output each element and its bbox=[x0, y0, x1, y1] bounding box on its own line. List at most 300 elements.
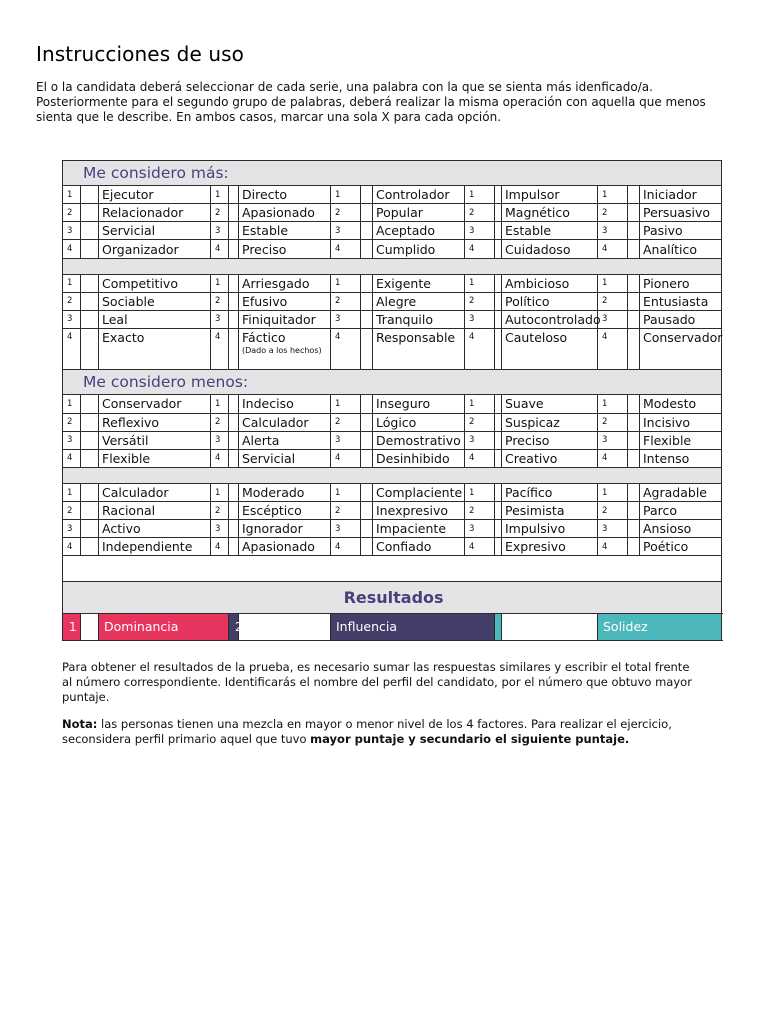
word-text: Servicial bbox=[242, 450, 296, 466]
word-text: Leal bbox=[102, 311, 128, 327]
option-word bbox=[502, 483, 598, 501]
answer-box[interactable] bbox=[495, 222, 502, 240]
answer-box[interactable] bbox=[229, 413, 239, 431]
answer-box[interactable] bbox=[81, 413, 99, 431]
option-number: 2 bbox=[465, 204, 495, 222]
word-text: Magnético bbox=[505, 205, 570, 221]
answer-box[interactable] bbox=[628, 274, 640, 292]
option-number: 1 bbox=[598, 483, 628, 501]
word-text: Inseguro bbox=[376, 396, 431, 412]
word-text: Aceptado bbox=[376, 223, 435, 239]
option-word bbox=[239, 395, 331, 413]
option-word bbox=[239, 186, 331, 204]
option-word bbox=[373, 329, 465, 370]
option-word bbox=[373, 483, 465, 501]
word-note: (Dado a los hechos) bbox=[242, 346, 322, 356]
option-word bbox=[239, 240, 331, 258]
result-label-solidez: Solidez bbox=[598, 613, 722, 640]
word-text: Versátil bbox=[102, 432, 149, 448]
answer-box[interactable] bbox=[628, 240, 640, 258]
option-number: 2 bbox=[465, 413, 495, 431]
option-word bbox=[239, 538, 331, 556]
note-label: Nota: bbox=[62, 717, 98, 731]
option-word bbox=[99, 274, 211, 292]
answer-box[interactable] bbox=[628, 222, 640, 240]
word-text: Cauteloso bbox=[505, 330, 568, 346]
option-number: 1 bbox=[598, 274, 628, 292]
option-word bbox=[502, 538, 598, 556]
word-text: Impaciente bbox=[376, 521, 447, 537]
word-text: Intenso bbox=[643, 450, 690, 466]
option-word bbox=[502, 240, 598, 258]
option-word bbox=[99, 431, 211, 449]
word-text: Ambicioso bbox=[505, 275, 570, 291]
word-text: Preciso bbox=[505, 432, 550, 448]
option-number: 3 bbox=[63, 520, 81, 538]
answer-box[interactable] bbox=[229, 204, 239, 222]
section-header bbox=[63, 161, 722, 186]
option-number: 4 bbox=[211, 449, 229, 467]
option-number: 3 bbox=[331, 310, 361, 328]
option-word bbox=[502, 395, 598, 413]
results-row bbox=[63, 613, 722, 640]
option-number: 4 bbox=[331, 538, 361, 556]
answer-box[interactable] bbox=[628, 395, 640, 413]
answer-box[interactable] bbox=[361, 240, 373, 258]
option-number: 4 bbox=[465, 240, 495, 258]
answer-box[interactable] bbox=[495, 413, 502, 431]
answer-box[interactable] bbox=[229, 502, 239, 520]
word-text: Alerta bbox=[242, 432, 280, 448]
option-number: 4 bbox=[211, 329, 229, 370]
option-number: 4 bbox=[598, 329, 628, 370]
word-text: Suave bbox=[505, 396, 544, 412]
result-number-influencia: 2 bbox=[229, 613, 239, 640]
answer-box[interactable] bbox=[229, 483, 239, 501]
answer-box[interactable] bbox=[495, 292, 502, 310]
word-text: Fáctico bbox=[242, 330, 286, 346]
answer-box[interactable] bbox=[628, 292, 640, 310]
option-number: 1 bbox=[63, 186, 81, 204]
option-number: 4 bbox=[598, 449, 628, 467]
answer-box[interactable] bbox=[495, 431, 502, 449]
word-text: Creativo bbox=[505, 450, 558, 466]
word-row bbox=[63, 222, 722, 240]
answer-box[interactable] bbox=[628, 520, 640, 538]
word-text: Ignorador bbox=[242, 521, 303, 537]
option-number: 3 bbox=[465, 222, 495, 240]
option-word bbox=[99, 204, 211, 222]
answer-box[interactable] bbox=[81, 240, 99, 258]
word-text: Efusivo bbox=[242, 293, 288, 309]
option-word bbox=[640, 413, 722, 431]
option-number: 3 bbox=[465, 520, 495, 538]
option-number: 3 bbox=[211, 431, 229, 449]
option-number: 3 bbox=[63, 222, 81, 240]
answer-box[interactable] bbox=[495, 502, 502, 520]
option-number: 4 bbox=[331, 449, 361, 467]
answer-box[interactable] bbox=[229, 274, 239, 292]
answer-box[interactable] bbox=[361, 310, 373, 328]
word-text: Complaciente bbox=[376, 485, 463, 500]
option-number: 1 bbox=[465, 186, 495, 204]
word-text: Estable bbox=[242, 223, 289, 239]
results-explanation: Para obtener el resultados de la prueba, es necesario sumar las respuestas similares y escribir el total frente al número correspondiente. Identificarás el nombre del perfil del candidato, por el número que obtuvo mayor puntaje. bbox=[62, 660, 692, 704]
results-title: Resultados bbox=[63, 581, 722, 613]
word-text: Escéptico bbox=[242, 503, 302, 519]
option-word bbox=[373, 310, 465, 328]
block-separator bbox=[63, 467, 722, 483]
option-word bbox=[99, 520, 211, 538]
answer-box[interactable] bbox=[495, 538, 502, 556]
option-number: 2 bbox=[63, 292, 81, 310]
option-word bbox=[373, 413, 465, 431]
answer-box[interactable] bbox=[628, 431, 640, 449]
option-word bbox=[640, 292, 722, 310]
option-number: 1 bbox=[331, 186, 361, 204]
option-word bbox=[640, 449, 722, 467]
word-row bbox=[63, 204, 722, 222]
word-text: Persuasivo bbox=[643, 205, 711, 221]
option-number: 3 bbox=[598, 310, 628, 328]
option-number: 1 bbox=[331, 483, 361, 501]
note-text: las personas tienen una mezcla en mayor o menor nivel de los 4 factores. Para realizar el ejercicio, seconsidera perfil primario aquel que tuvo bbox=[62, 717, 672, 746]
option-word bbox=[99, 292, 211, 310]
option-word bbox=[99, 222, 211, 240]
option-word bbox=[502, 413, 598, 431]
word-row bbox=[63, 431, 722, 449]
section-heading: Me considero más: bbox=[63, 161, 722, 186]
instructions-text: El o la candidata deberá seleccionar de cada serie, una palabra con la que se sienta más idenficado/a. Posteriormente para el segundo grupo de palabras, deberá realizar la misma operación con aquella que menos sienta que le describe. En ambos casos, marcar una sola X para cada opción. bbox=[36, 80, 706, 124]
option-number: 4 bbox=[598, 538, 628, 556]
answer-box[interactable] bbox=[81, 274, 99, 292]
option-number: 1 bbox=[465, 395, 495, 413]
option-word bbox=[373, 449, 465, 467]
answer-box[interactable] bbox=[495, 204, 502, 222]
word-text: Preciso bbox=[242, 241, 287, 257]
answer-box[interactable] bbox=[361, 449, 373, 467]
answer-box[interactable] bbox=[81, 502, 99, 520]
option-number: 4 bbox=[331, 240, 361, 258]
answer-box[interactable] bbox=[628, 413, 640, 431]
option-word bbox=[640, 520, 722, 538]
word-text: Agradable bbox=[643, 485, 707, 500]
option-number: 1 bbox=[598, 186, 628, 204]
option-word bbox=[640, 274, 722, 292]
option-number: 4 bbox=[211, 240, 229, 258]
section-header bbox=[63, 370, 722, 395]
word-text: Racional bbox=[102, 503, 156, 519]
word-text: Político bbox=[505, 293, 550, 309]
option-number: 2 bbox=[211, 502, 229, 520]
option-number: 4 bbox=[465, 449, 495, 467]
answer-box[interactable] bbox=[229, 186, 239, 204]
option-number: 2 bbox=[598, 413, 628, 431]
answer-box[interactable] bbox=[361, 292, 373, 310]
option-number: 1 bbox=[331, 395, 361, 413]
answer-box[interactable] bbox=[361, 395, 373, 413]
word-text: Iniciador bbox=[643, 187, 697, 203]
option-number: 3 bbox=[211, 222, 229, 240]
option-number: 1 bbox=[465, 274, 495, 292]
option-number: 4 bbox=[465, 538, 495, 556]
option-number: 2 bbox=[331, 292, 361, 310]
result-total-dominancia[interactable] bbox=[81, 613, 99, 640]
answer-box[interactable] bbox=[495, 310, 502, 328]
word-text: Suspicaz bbox=[505, 414, 560, 430]
option-number: 2 bbox=[598, 502, 628, 520]
option-word bbox=[373, 222, 465, 240]
word-text: Responsable bbox=[376, 330, 456, 346]
option-word bbox=[640, 395, 722, 413]
word-row bbox=[63, 449, 722, 467]
answer-box[interactable] bbox=[81, 431, 99, 449]
answer-box[interactable] bbox=[628, 538, 640, 556]
word-text: Sociable bbox=[102, 293, 155, 309]
option-number: 3 bbox=[63, 310, 81, 328]
word-text: Apasionado bbox=[242, 539, 315, 555]
option-number: 4 bbox=[465, 329, 495, 370]
option-word bbox=[373, 186, 465, 204]
answer-box[interactable] bbox=[229, 538, 239, 556]
answer-box[interactable] bbox=[361, 431, 373, 449]
option-number: 3 bbox=[598, 222, 628, 240]
answer-box[interactable] bbox=[495, 240, 502, 258]
answer-box[interactable] bbox=[495, 186, 502, 204]
option-word bbox=[502, 274, 598, 292]
option-word bbox=[239, 274, 331, 292]
word-text: Cumplido bbox=[376, 241, 436, 257]
word-row bbox=[63, 186, 722, 204]
answer-box[interactable] bbox=[229, 395, 239, 413]
option-number: 2 bbox=[211, 292, 229, 310]
option-number: 3 bbox=[598, 520, 628, 538]
option-word bbox=[502, 520, 598, 538]
option-word bbox=[502, 502, 598, 520]
word-text: Tranquilo bbox=[376, 311, 433, 327]
answer-box[interactable] bbox=[361, 502, 373, 520]
answer-box[interactable] bbox=[628, 186, 640, 204]
word-row bbox=[63, 292, 722, 310]
option-number: 3 bbox=[465, 310, 495, 328]
answer-box[interactable] bbox=[81, 520, 99, 538]
option-word bbox=[373, 274, 465, 292]
word-text: Ejecutor bbox=[102, 187, 154, 203]
word-text: Apasionado bbox=[242, 205, 315, 221]
option-word bbox=[99, 538, 211, 556]
section-heading: Me considero menos: bbox=[63, 370, 722, 395]
option-word bbox=[99, 395, 211, 413]
word-text: Desinhibido bbox=[376, 450, 450, 466]
option-number: 1 bbox=[598, 395, 628, 413]
option-word bbox=[239, 310, 331, 328]
option-word bbox=[502, 186, 598, 204]
option-number: 3 bbox=[211, 310, 229, 328]
option-word bbox=[373, 502, 465, 520]
answer-box[interactable] bbox=[229, 329, 239, 370]
option-number: 2 bbox=[598, 204, 628, 222]
option-number: 2 bbox=[331, 502, 361, 520]
answer-box[interactable] bbox=[628, 204, 640, 222]
word-text: Organizador bbox=[102, 241, 179, 257]
word-row bbox=[63, 520, 722, 538]
option-number: 2 bbox=[598, 292, 628, 310]
option-number: 2 bbox=[465, 502, 495, 520]
option-word bbox=[502, 292, 598, 310]
option-word bbox=[373, 431, 465, 449]
answer-box[interactable] bbox=[229, 431, 239, 449]
option-word bbox=[239, 449, 331, 467]
option-number: 2 bbox=[63, 502, 81, 520]
option-word bbox=[99, 413, 211, 431]
answer-box[interactable] bbox=[229, 520, 239, 538]
result-number-dominancia: 1 bbox=[63, 613, 81, 640]
option-word bbox=[502, 449, 598, 467]
answer-box[interactable] bbox=[81, 292, 99, 310]
answer-box[interactable] bbox=[229, 222, 239, 240]
word-text: Finiquitador bbox=[242, 311, 316, 327]
answer-box[interactable] bbox=[81, 395, 99, 413]
word-row bbox=[63, 395, 722, 413]
option-number: 1 bbox=[63, 395, 81, 413]
word-text: Cuidadoso bbox=[505, 241, 571, 257]
option-number: 3 bbox=[331, 222, 361, 240]
answer-box[interactable] bbox=[495, 483, 502, 501]
option-number: 1 bbox=[211, 186, 229, 204]
result-label-dominancia: Dominancia bbox=[99, 613, 229, 640]
option-number: 1 bbox=[211, 274, 229, 292]
word-text: Competitivo bbox=[102, 275, 178, 291]
option-word bbox=[640, 240, 722, 258]
option-word bbox=[239, 483, 331, 501]
word-text: Exigente bbox=[376, 275, 431, 291]
option-word bbox=[640, 329, 722, 370]
word-text: Pausado bbox=[643, 311, 696, 327]
word-text: Parco bbox=[643, 503, 678, 519]
word-text: Alegre bbox=[376, 293, 417, 309]
answer-box[interactable] bbox=[628, 310, 640, 328]
result-total-solidez[interactable] bbox=[502, 613, 598, 640]
answer-box[interactable] bbox=[361, 538, 373, 556]
word-row bbox=[63, 483, 722, 501]
answer-box[interactable] bbox=[229, 310, 239, 328]
option-word bbox=[99, 483, 211, 501]
footer-notes bbox=[62, 660, 702, 759]
word-text: Calculador bbox=[242, 414, 309, 430]
word-text: Relacionador bbox=[102, 205, 184, 221]
word-text: Calculador bbox=[102, 485, 169, 500]
answer-box[interactable] bbox=[361, 274, 373, 292]
option-number: 4 bbox=[598, 240, 628, 258]
answer-box[interactable] bbox=[81, 538, 99, 556]
note-emphasis: mayor puntaje y secundario el siguiente puntaje. bbox=[310, 732, 630, 746]
word-text: Lógico bbox=[376, 414, 417, 430]
option-word bbox=[640, 502, 722, 520]
word-text: Ansioso bbox=[643, 521, 692, 537]
word-text: Entusiasta bbox=[643, 293, 709, 309]
blank-row bbox=[63, 556, 722, 581]
option-number: 4 bbox=[63, 240, 81, 258]
option-word bbox=[502, 204, 598, 222]
answer-box[interactable] bbox=[361, 222, 373, 240]
option-word bbox=[239, 413, 331, 431]
option-number: 2 bbox=[331, 413, 361, 431]
word-text: Independiente bbox=[102, 539, 193, 555]
answer-box[interactable] bbox=[361, 186, 373, 204]
answer-box[interactable] bbox=[495, 449, 502, 467]
answer-box[interactable] bbox=[81, 310, 99, 328]
option-word bbox=[640, 431, 722, 449]
option-number: 4 bbox=[331, 329, 361, 370]
answer-box[interactable] bbox=[81, 449, 99, 467]
answer-box[interactable] bbox=[81, 222, 99, 240]
result-total-influencia[interactable] bbox=[239, 613, 331, 640]
answer-box[interactable] bbox=[81, 204, 99, 222]
word-text: Activo bbox=[102, 521, 141, 537]
answer-box[interactable] bbox=[495, 274, 502, 292]
answer-box[interactable] bbox=[361, 520, 373, 538]
option-word bbox=[640, 310, 722, 328]
answer-box[interactable] bbox=[361, 413, 373, 431]
answer-box[interactable] bbox=[495, 520, 502, 538]
option-number: 2 bbox=[63, 204, 81, 222]
answer-box[interactable] bbox=[229, 449, 239, 467]
word-text: Impulsivo bbox=[505, 521, 566, 537]
answer-box[interactable] bbox=[628, 502, 640, 520]
option-number: 3 bbox=[331, 520, 361, 538]
option-number: 2 bbox=[211, 413, 229, 431]
option-word bbox=[239, 204, 331, 222]
word-text: Analítico bbox=[643, 241, 697, 257]
word-row bbox=[63, 413, 722, 431]
word-text: Pionero bbox=[643, 275, 690, 291]
option-number: 4 bbox=[63, 329, 81, 370]
answer-box[interactable] bbox=[229, 292, 239, 310]
answer-box[interactable] bbox=[81, 483, 99, 501]
answer-box[interactable] bbox=[81, 186, 99, 204]
note-paragraph bbox=[62, 717, 702, 747]
option-number: 1 bbox=[211, 483, 229, 501]
option-number: 1 bbox=[465, 483, 495, 501]
answer-box[interactable] bbox=[495, 395, 502, 413]
option-word bbox=[99, 310, 211, 328]
answer-box[interactable] bbox=[361, 483, 373, 501]
word-row bbox=[63, 329, 722, 370]
option-word bbox=[502, 222, 598, 240]
answer-box[interactable] bbox=[361, 204, 373, 222]
option-word bbox=[640, 483, 722, 501]
word-text: Inexpresivo bbox=[376, 503, 448, 519]
option-word bbox=[239, 431, 331, 449]
answer-box[interactable] bbox=[361, 329, 373, 370]
answer-box[interactable] bbox=[628, 483, 640, 501]
option-word bbox=[502, 310, 601, 328]
results-header bbox=[63, 581, 722, 613]
answer-box[interactable] bbox=[495, 329, 502, 370]
answer-box[interactable] bbox=[81, 329, 99, 370]
disc-worksheet bbox=[62, 160, 722, 641]
word-text: Flexible bbox=[102, 450, 151, 466]
answer-box[interactable] bbox=[628, 449, 640, 467]
word-text: Demostrativo bbox=[376, 432, 461, 448]
answer-box[interactable] bbox=[628, 329, 640, 370]
option-word bbox=[640, 538, 722, 556]
word-text: Conservador bbox=[102, 396, 182, 412]
word-text: Confiado bbox=[376, 539, 432, 555]
option-number: 3 bbox=[331, 431, 361, 449]
answer-box[interactable] bbox=[229, 240, 239, 258]
result-label-influencia: Influencia bbox=[331, 613, 495, 640]
